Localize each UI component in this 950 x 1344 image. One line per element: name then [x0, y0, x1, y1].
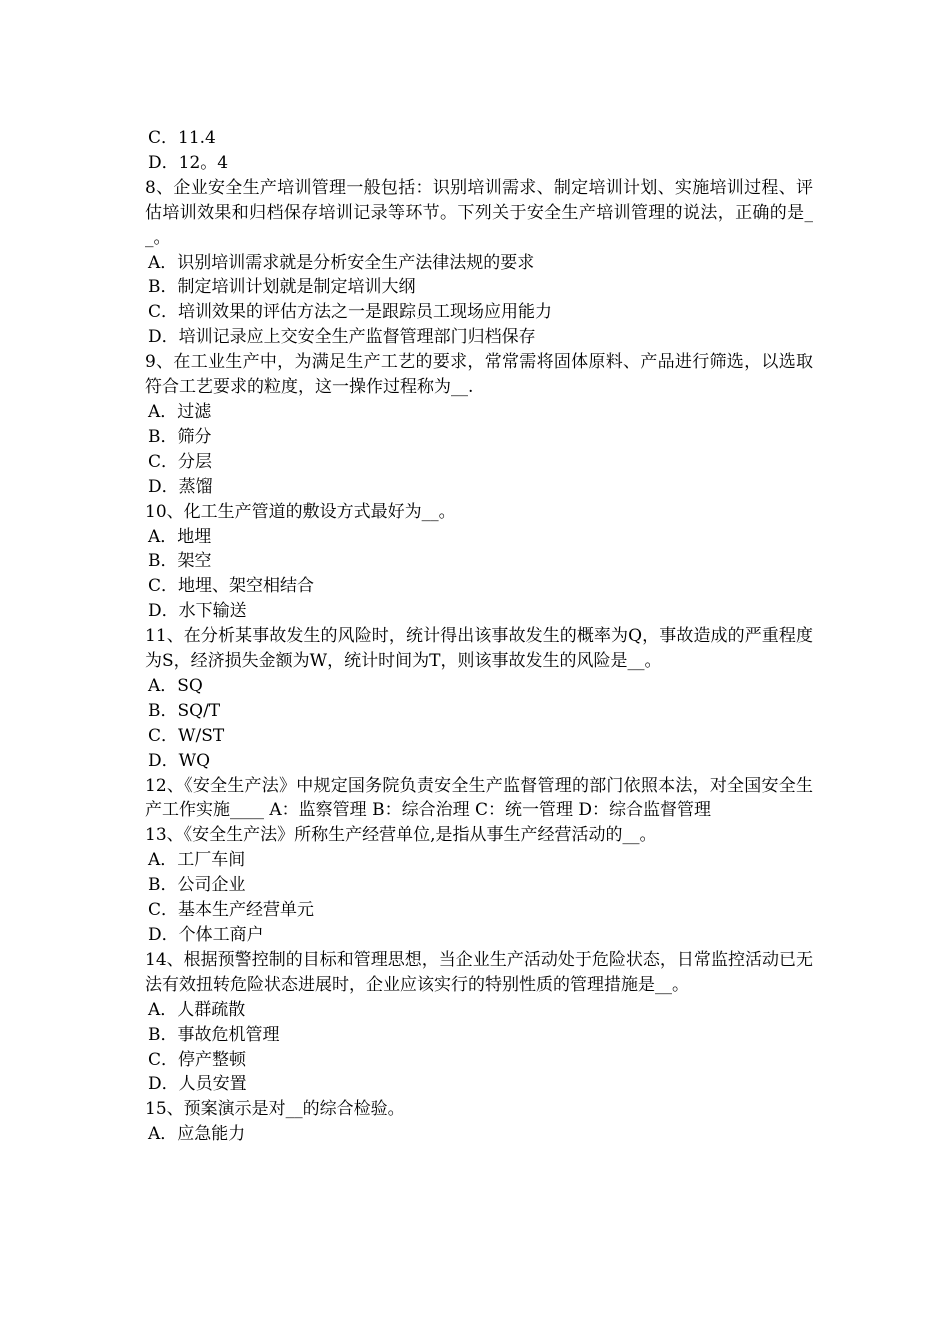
answer-option: B．事故危机管理: [148, 1024, 280, 1045]
question-text: 8、企业安全生产培训管理一般包括：识别培训需求、制定培训计划、实施培训过程、评估培训效果和归档保存培训记录等环节。下列关于安全生产培训管理的说法，正确的是__。: [145, 177, 813, 248]
answer-option: B．公司企业: [148, 875, 246, 896]
answer-option: C．停产整顿: [148, 1049, 247, 1070]
answer-option: B．制定培训计划就是制定培训大纲: [148, 277, 416, 298]
answer-option: A．应急能力: [148, 1124, 246, 1145]
question-text: 12、《安全生产法》中规定国务院负责安全生产监督管理的部门依照本法，对全国安全生产工作实施____ A：监察管理 B：综合治理 C：统一管理 D：综合监督管理: [145, 775, 813, 821]
answer-option: D．12。4: [148, 152, 229, 173]
answer-option: A．识别培训需求就是分析安全生产法律法规的要求: [148, 252, 535, 273]
answer-option: D．人员安置: [148, 1074, 247, 1095]
question-text: 11、在分析某事故发生的风险时，统计得出该事故发生的概率为Q，事故造成的严重程度为S，经济损失金额为W，统计时间为T，则该事故发生的风险是__。: [145, 626, 813, 672]
question-text: 13、《安全生产法》所称生产经营单位,是指从事生产经营活动的__。: [145, 825, 657, 846]
document-body: [145, 126, 813, 1147]
answer-option: B．筛分: [148, 426, 212, 447]
answer-option: C．11.4: [148, 128, 216, 148]
question-text: 15、预案演示是对__的综合检验。: [145, 1099, 405, 1120]
answer-option: C．W/ST: [148, 725, 225, 746]
answer-option: C．培训效果的评估方法之一是跟踪员工现场应用能力: [148, 302, 553, 323]
answer-option: A．工厂车间: [148, 850, 246, 871]
answer-option: C．地埋、架空相结合: [148, 576, 315, 597]
answer-option: D．蒸馏: [148, 476, 213, 497]
answer-option: D．水下输送: [148, 601, 247, 622]
question-text: 10、化工生产管道的敷设方式最好为__。: [145, 501, 456, 522]
answer-option: A．地埋: [148, 526, 212, 547]
question-text: 9、在工业生产中，为满足生产工艺的要求，常常需将固体原料、产品进行筛选，以选取符合工艺要求的粒度，这一操作过程称为__.: [145, 352, 813, 398]
answer-option: B．SQ/T: [148, 700, 221, 721]
question-text: 14、根据预警控制的目标和管理思想，当企业生产活动处于危险状态，日常监控活动已无法有效扭转危险状态进展时，企业应该实行的特别性质的管理措施是__。: [145, 949, 813, 995]
answer-option: A．SQ: [148, 675, 203, 696]
answer-option: D．培训记录应上交安全生产监督管理部门归档保存: [148, 327, 536, 348]
answer-option: D．WQ: [148, 750, 211, 771]
answer-option: C．基本生产经营单元: [148, 900, 315, 921]
answer-option: B．架空: [148, 551, 212, 572]
answer-option: C．分层: [148, 451, 213, 472]
answer-option: A．人群疏散: [148, 999, 246, 1020]
answer-option: A．过滤: [148, 401, 212, 422]
answer-option: D．个体工商户: [148, 925, 264, 945]
